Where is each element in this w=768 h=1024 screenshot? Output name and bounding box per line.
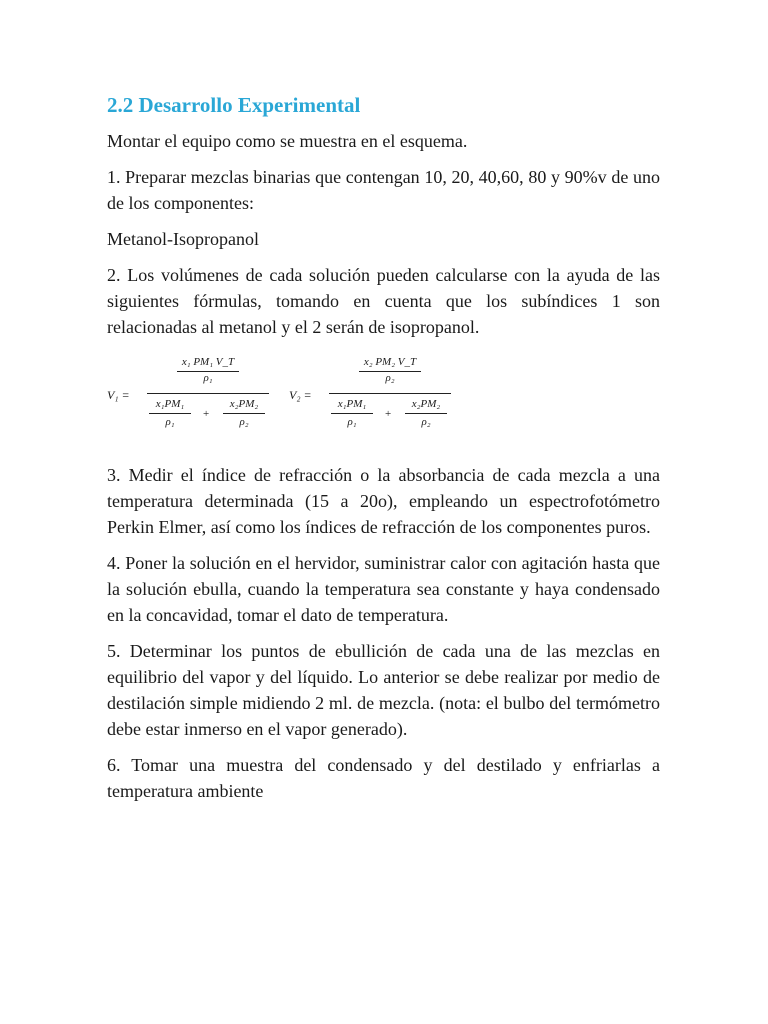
- term-a-den: ρ₁: [165, 416, 175, 428]
- formula-v2-term-a: [331, 398, 373, 438]
- step-1-paragraph: 1. Preparar mezclas binarias que contengan 10, 20, 40,60, 80 y 90%v de uno de los componentes:: [107, 167, 660, 213]
- formula-v2-numerator: [359, 356, 421, 386]
- fraction-bar: [149, 413, 191, 414]
- term-a-num: x₁PM₁: [337, 398, 367, 410]
- formula-v1: [107, 356, 272, 438]
- formula-v2-fraction: [329, 356, 451, 438]
- step-6-paragraph: 6. Tomar una muestra del condensado y del destilado y enfriarlas a temperatura ambiente: [107, 755, 660, 801]
- formula-v1-lhs: V₁ =: [107, 388, 130, 402]
- formula-v1-term-b: [223, 398, 265, 438]
- formula-v2-denominator: [329, 398, 451, 438]
- volume-formulas: [107, 356, 660, 438]
- step-2-paragraph: 2. Los volúmenes de cada solución pueden calcularse con la ayuda de las siguientes fórmulas, tomando en cuenta que los subíndices 1 son relacionadas al metanol y el 2 serán de isopropanol.: [107, 265, 660, 337]
- formula-v1-numerator: [177, 356, 239, 386]
- term-b-den: ρ₂: [421, 416, 431, 428]
- term-a-num: x₁PM₁: [155, 398, 185, 410]
- intro-paragraph: Montar el equipo como se muestra en el esquema.: [107, 131, 468, 151]
- term-b-num: x₂PM₂: [411, 398, 441, 410]
- formula-v2-lhs: V₂ =: [289, 388, 312, 402]
- fraction-bar: [223, 413, 265, 414]
- main-fraction-bar: [147, 393, 269, 394]
- formula-v2: [289, 356, 449, 438]
- formula-v2-term-b: [405, 398, 447, 438]
- fraction-bar: [331, 413, 373, 414]
- step-4-paragraph: 4. Poner la solución en el hervidor, suministrar calor con agitación hasta que la solución ebulla, cuando la temperatura sea constante y haya condensado en la concavidad, tomar el dato de temperatura.: [107, 553, 660, 625]
- document-page: [107, 90, 660, 814]
- formula-v2-top-num: x₂ PM₂ V_T: [363, 356, 417, 368]
- formula-v1-denominator: [147, 398, 269, 438]
- section-heading: 2.2 Desarrollo Experimental: [107, 93, 361, 117]
- term-b-den: ρ₂: [239, 416, 249, 428]
- formula-v1-top-den: ρ₁: [203, 372, 213, 384]
- main-fraction-bar: [329, 393, 451, 394]
- term-a-den: ρ₁: [347, 416, 357, 428]
- mixture-name: Metanol-Isopropanol: [107, 229, 259, 249]
- step-5-paragraph: 5. Determinar los puntos de ebullición de cada una de las mezclas en equilibrio del vapor y del líquido. Lo anterior se debe realizar por medio de destilación simple midiendo 2 ml. de mezcla. (nota: el bulbo del termómetro debe estar inmerso en el vapor generado).: [107, 641, 660, 739]
- step-3-paragraph: 3. Medir el índice de refracción o la absorbancia de cada mezcla a una temperatura determinada (15 a 20o), empleando un espectrofotómetro Perkin Elmer, así como los índices de refracción de los componentes puros.: [107, 465, 660, 537]
- term-b-num: x₂PM₂: [229, 398, 259, 410]
- fraction-bar: [405, 413, 447, 414]
- formula-v2-top-den: ρ₂: [385, 372, 395, 384]
- plus-sign: +: [385, 408, 392, 420]
- plus-sign: +: [203, 408, 210, 420]
- formula-v1-top-num: x₁ PM₁ V_T: [181, 356, 235, 368]
- formula-v1-fraction: [147, 356, 269, 438]
- formula-v1-term-a: [149, 398, 191, 438]
